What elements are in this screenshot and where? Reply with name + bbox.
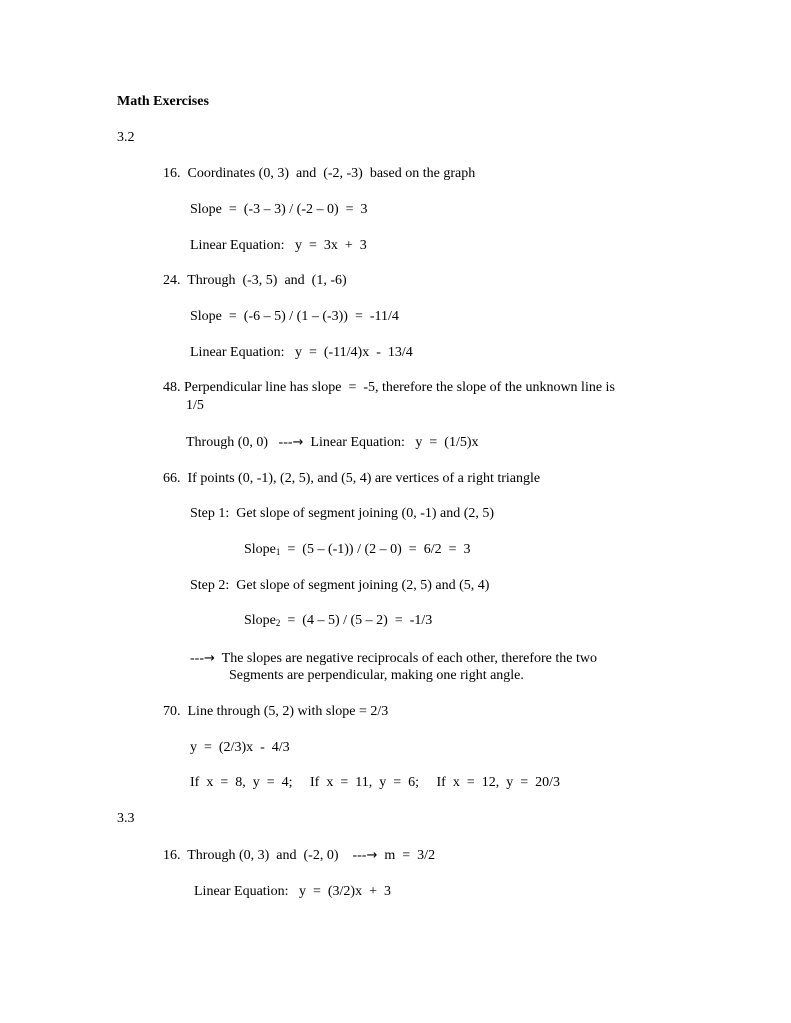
conclusion-text: The slopes are negative reciprocals of each other, therefore the two (214, 651, 597, 666)
problem-16b-equation: Linear Equation: y = (3/2)x + 3 (194, 884, 391, 899)
right-arrow-icon: → (292, 435, 304, 450)
slope-2-value: = (4 – 5) / (5 – 2) = -1/3 (280, 613, 433, 628)
problem-66-slope-1 (244, 541, 471, 561)
problem-70-values: If x = 8, y = 4; If x = 11, y = 6; If x = 12, y = 20/3 (190, 775, 560, 790)
problem-66-step-1: Step 1: Get slope of segment joining (0, -1) and (2, 5) (190, 506, 495, 521)
conclusion-prefix: --- (190, 651, 204, 666)
problem-16-slope: Slope = (-3 – 3) / (-2 – 0) = 3 (190, 202, 368, 217)
section-heading-3-3: 3.3 (117, 811, 135, 826)
problem-66-slope-2 (244, 612, 432, 632)
problem-70-equation: y = (2/3)x - 4/3 (190, 740, 290, 755)
problem-66-conclusion (190, 650, 597, 668)
problem-66-statement: 66. If points (0, -1), (2, 5), and (5, 4) are vertices of a right triangle (163, 471, 541, 486)
problem-16b-statement (163, 847, 435, 865)
right-arrow-icon: → (204, 651, 215, 666)
problem-16-statement: 16. Coordinates (0, 3) and (-2, -3) based on the graph (163, 166, 476, 181)
problem-48-answer (186, 434, 479, 452)
slope-1-subscript: 1 (275, 547, 281, 557)
slope-2-subscript: 2 (275, 618, 281, 628)
slope-1-label: Slope (244, 542, 276, 557)
problem-16b-through: 16. Through (0, 3) and (-2, 0) --- (163, 848, 367, 863)
problem-48-equation: Linear Equation: y = (1/5)x (303, 435, 479, 450)
slope-1-value: = (5 – (-1)) / (2 – 0) = 6/2 = 3 (280, 542, 471, 557)
problem-24-statement: 24. Through (-3, 5) and (1, -6) (163, 273, 347, 288)
slope-2-label: Slope (244, 613, 276, 628)
problem-66-conclusion-cont: Segments are perpendicular, making one right angle. (229, 668, 524, 683)
problem-24-equation: Linear Equation: y = (-11/4)x - 13/4 (190, 345, 413, 360)
problem-16-equation: Linear Equation: y = 3x + 3 (190, 238, 367, 253)
right-arrow-icon: → (366, 848, 378, 863)
problem-66-step-2: Step 2: Get slope of segment joining (2, 5) and (5, 4) (190, 578, 490, 593)
document-title: Math Exercises (117, 94, 209, 109)
problem-70-statement: 70. Line through (5, 2) with slope = 2/3 (163, 704, 389, 719)
problem-24-slope: Slope = (-6 – 5) / (1 – (-3)) = -11/4 (190, 309, 399, 324)
problem-48-through: Through (0, 0) --- (186, 435, 293, 450)
problem-48-statement-cont: 1/5 (186, 398, 204, 413)
problem-48-statement: 48. Perpendicular line has slope = -5, therefore the slope of the unknown line is (163, 380, 615, 395)
problem-16b-slope: m = 3/2 (377, 848, 436, 863)
section-heading-3-2: 3.2 (117, 130, 135, 145)
